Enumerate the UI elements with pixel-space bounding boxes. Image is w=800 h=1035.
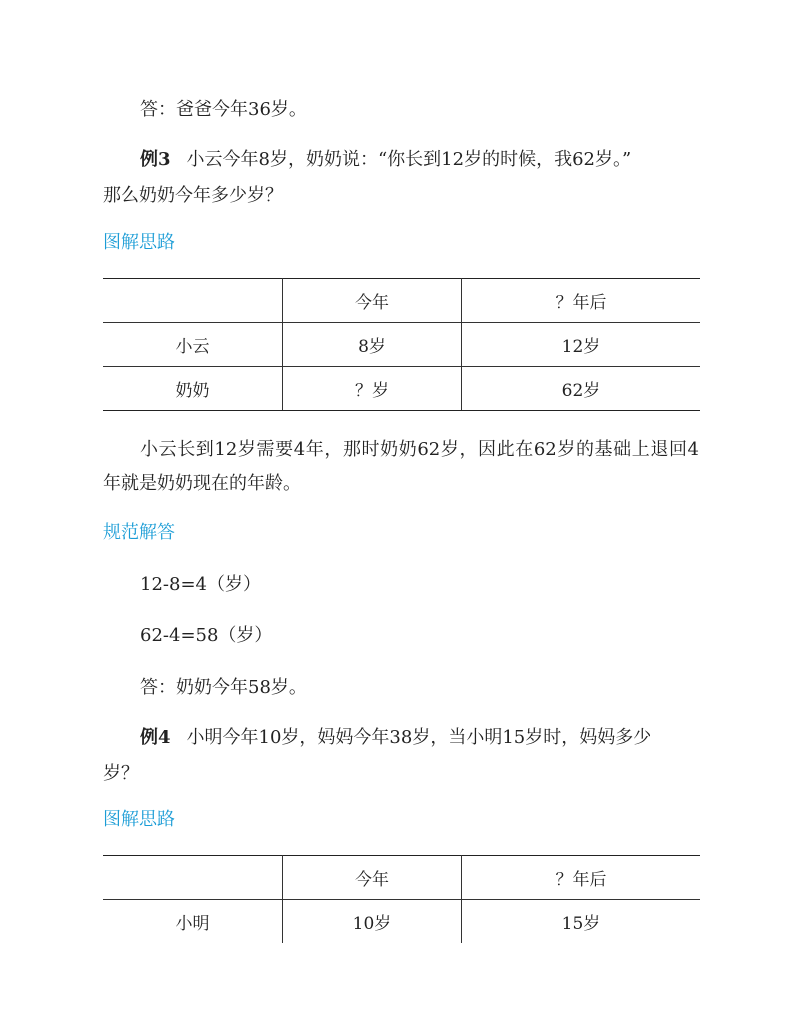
table-row [103, 367, 700, 411]
solution-step-2: 62-4=58（岁） [140, 625, 273, 646]
table-cell: 10岁 [283, 900, 462, 944]
table-row [103, 279, 700, 323]
heading-diagram-thinking-2: 图解思路 [103, 809, 175, 830]
table-cell: 8岁 [283, 323, 462, 367]
example-3-text-2: 那么奶奶今年多少岁？ [103, 185, 283, 206]
age-table-1 [103, 278, 700, 411]
example-3-line-1 [140, 148, 631, 172]
table-header-years-later: ？年后 [462, 856, 701, 900]
explanation-paragraph: 小云长到12岁需要4年，那时奶奶62岁，因此在62岁的基础上退回4年就是奶奶现在的年龄。 [103, 439, 699, 494]
table-cell: ？岁 [283, 367, 462, 411]
example-3-label: 例3 [140, 149, 171, 170]
table-cell: 奶奶 [103, 367, 283, 411]
heading-standard-solution: 规范解答 [103, 522, 175, 543]
table-cell: 62岁 [462, 367, 701, 411]
previous-answer: 答：爸爸今年36岁。 [140, 99, 307, 120]
example-4-label: 例4 [140, 727, 171, 748]
table-cell: 小明 [103, 900, 283, 944]
table-row [103, 856, 700, 900]
table-header-this-year: 今年 [283, 279, 462, 323]
table-row [103, 323, 700, 367]
table-cell: 小云 [103, 323, 283, 367]
table-cell [103, 279, 283, 323]
table-cell: 15岁 [462, 900, 701, 944]
example-4-line-1 [140, 726, 651, 750]
age-table-2 [103, 855, 700, 943]
table-header-years-later: ？年后 [462, 279, 701, 323]
heading-diagram-thinking-1: 图解思路 [103, 232, 175, 253]
solution-step-1: 12-8=4（岁） [140, 574, 261, 595]
example-4-text-1: 小明今年10岁，妈妈今年38岁，当小明15岁时，妈妈多少 [186, 727, 652, 748]
example-3-text-1: 小云今年8岁，奶奶说：“你长到12岁的时候，我62岁。” [186, 149, 632, 170]
table-header-this-year: 今年 [283, 856, 462, 900]
solution-answer: 答：奶奶今年58岁。 [140, 677, 307, 698]
table-cell [103, 856, 283, 900]
example-4-text-2: 岁？ [103, 763, 139, 784]
table-cell: 12岁 [462, 323, 701, 367]
table-row [103, 900, 700, 944]
